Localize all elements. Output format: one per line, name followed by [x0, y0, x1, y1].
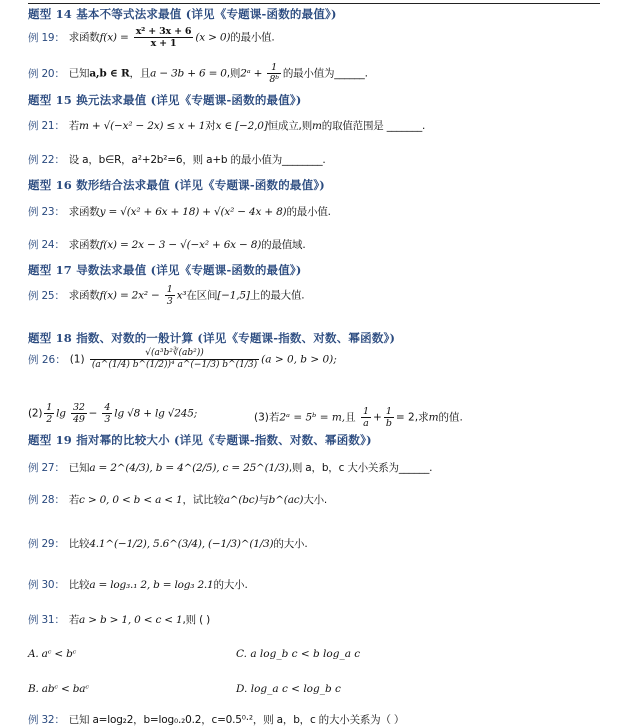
heading-type-14: 题型 14 基本不等式法求最值 (详见《专题课-函数的最值》) — [28, 7, 337, 21]
example-22: 例 22： 设 a，b∈R，a²+2b²=6，则 a+b 的最小值为________. — [28, 154, 326, 166]
example-label: 例 23： — [28, 206, 65, 218]
example-29: 例 29： 比较4.1^(−1/2), 5.6^(3/4), (−1/3)^(1/3)的大小. — [28, 538, 308, 550]
example-24: 例 24： 求函数f(x) = 2x − 3 − √(−x² + 6x − 8)的最值域. — [28, 239, 306, 251]
heading-type-18: 题型 18 指数、对数的一般计算 (详见《专题课-指数、对数、幂函数》) — [28, 331, 396, 345]
option-d: D. log_a c < log_b c — [236, 683, 341, 695]
example-27: 例 27： 已知a = 2^(4/3), b = 4^(2/5), c = 25^(1/3),则 a，b，c 大小关系为______. — [28, 462, 433, 474]
fraction: $\frac{32}{49}$ — [72, 402, 85, 425]
top-rule — [28, 3, 600, 4]
fraction: $\frac{\text{x² + 3x + 6}}{x + 1}$ — [135, 26, 192, 49]
example-26-parts: (2) $\frac{1}{2}$ lg $\frac{32}{49}$ − $\frac{4}{3}$ lg √8 + lg √245; — [28, 402, 198, 425]
example-label: 例 27： — [28, 462, 65, 474]
example-label: 例 28： — [28, 494, 65, 506]
example-31: 例 31： 若a > b > 1, 0 < c < 1,则 ( ) — [28, 614, 211, 626]
option-b: B. abᶜ < baᶜ — [28, 683, 89, 695]
example-32: 例 32： 已知 a=log₂2，b=log₀.₂0.2，c=0.5⁰·²，则 a，b，c 的大小关系为（ ） — [28, 714, 405, 726]
example-label: 例 21： — [28, 120, 65, 132]
fraction: $\frac{\text{√(a³b²∛(ab²))}}{\text{(a\textasciicircum{}(1/4) b\textasciicircum{}(1/2))⁴ a\textasciicircum{}(−1/3) b\textasciicircum{}(1/3)}}$ — [91, 348, 258, 370]
example-label: 例 32： — [28, 714, 65, 726]
fraction: $\frac{1}{a}$ — [362, 406, 370, 429]
heading-type-19: 题型 19 指对幂的比较大小 (详见《专题课-指数、对数、幂函数》) — [28, 433, 372, 447]
example-label: 例 26： — [28, 353, 66, 366]
fraction: $\frac{1}{2}$ — [46, 402, 53, 425]
example-label: 例 22： — [28, 154, 65, 166]
example-label: 例 24： — [28, 239, 65, 251]
example-25: 例 25： 求函数f(x) = 2x² − $\frac{1}{3}$ x³在区间[−1,5]上的最大值. — [28, 284, 305, 307]
fraction: $\frac{4}{3}$ — [104, 402, 111, 425]
heading-type-17: 题型 17 导数法求最值 (详见《专题课-函数的最值》) — [28, 263, 302, 277]
example-label: 例 20： — [28, 67, 65, 80]
example-23: 例 23： 求函数y = √(x² + 6x + 18) + √(x² − 4x + 8)的最小值. — [28, 206, 331, 218]
example-28: 例 28： 若c > 0, 0 < b < a < 1，试比较a^(bc)与b^(ac)大小. — [28, 494, 328, 506]
example-label: 例 25： — [28, 289, 65, 302]
example-label: 例 19： — [28, 31, 65, 44]
example-21: 例 21： 若m + √(−x² − 2x) ≤ x + 1对x ∈ [−2,0]恒成立,则m的取值范围是 _______. — [28, 120, 426, 132]
example-20: 例 20： 已知a,b ∈ R，且a − 3b + 6 = 0,则2ᵃ + $\frac{1}{\text{8ᵇ}}$ 的最小值为______. — [28, 62, 368, 85]
heading-type-15: 题型 15 换元法求最值 (详见《专题课-函数的最值》) — [28, 93, 302, 107]
example-label: 例 31： — [28, 614, 65, 626]
example-30: 例 30： 比较a = log₃.₁ 2, b = log₃ 2.1的大小. — [28, 579, 248, 591]
fraction: $\frac{1}{b}$ — [385, 406, 392, 429]
fraction: $\frac{1}{\text{8ᵇ}}$ — [269, 62, 279, 85]
example-26-part-3: (3)若2ᵃ = 5ᵇ = m,且 $\frac{1}{a}$ + $\frac{1}{b}$ = 2,求m的值. — [254, 406, 463, 429]
example-26: 例 26： (1) $\frac{\text{√(a³b²∛(ab²))}}{\text{(a\textasciicircum{}(1/4) b\textasciicircum{}(1/2))⁴ a\textasciicircum{}(−1/3) b\textasciicircum{}(1/3)}}$ (a > 0, b > 0); — [28, 348, 337, 370]
heading-type-16: 题型 16 数形结合法求最值 (详见《专题课-函数的最值》) — [28, 178, 325, 192]
option-c: C. a log_b c < b log_a c — [236, 648, 361, 660]
fraction: $\frac{1}{3}$ — [166, 284, 173, 307]
example-label: 例 29： — [28, 538, 65, 550]
option-a: A. aᶜ < bᶜ — [28, 648, 77, 660]
example-19: 例 19： 求函数f(x) = $\frac{\text{x² + 3x + 6}}{x + 1}$ (x > 0)的最小值. — [28, 26, 275, 49]
example-label: 例 30： — [28, 579, 65, 591]
